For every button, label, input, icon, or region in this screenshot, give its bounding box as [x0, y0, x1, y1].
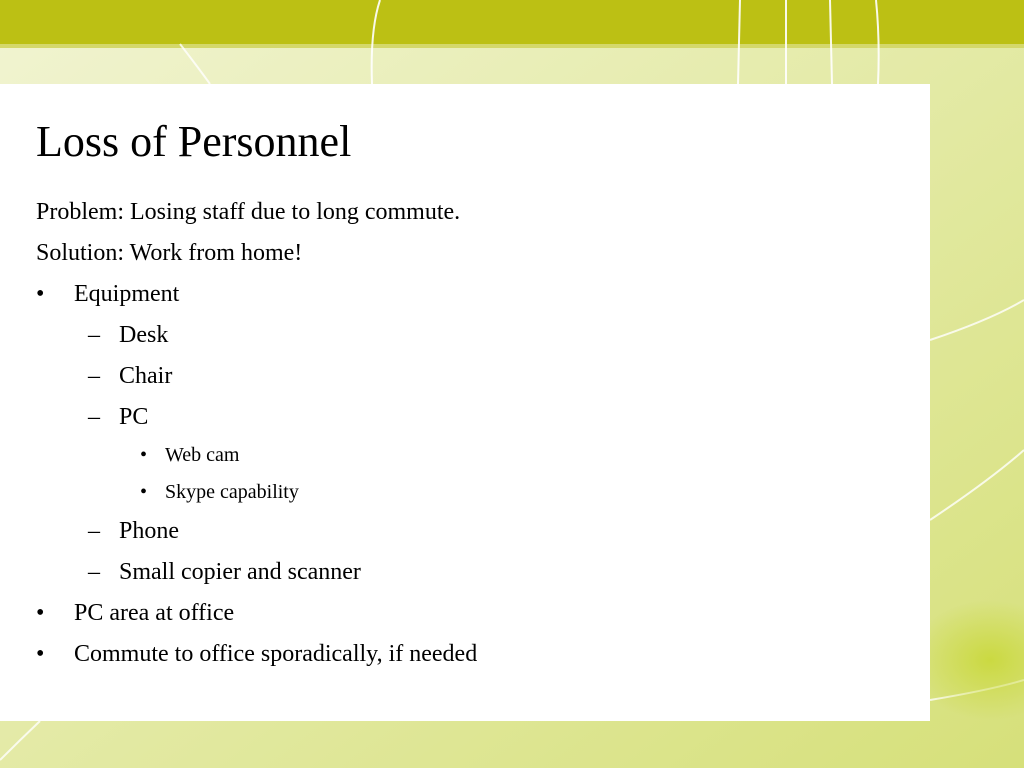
- bullet-commute: • Commute to office sporadically, if needed: [36, 641, 478, 667]
- slide-title: Loss of Personnel: [36, 117, 352, 166]
- bullet-marker: •: [36, 281, 45, 307]
- subsubitem-web-cam: • Web cam: [165, 440, 239, 470]
- bullet-marker: •: [140, 444, 148, 466]
- bullet-marker: •: [36, 641, 45, 667]
- subitem-copier: – Small copier and scanner: [88, 559, 361, 585]
- subitem-chair: – Chair: [88, 363, 173, 389]
- dash-marker: –: [88, 363, 100, 389]
- solution-line: Solution: Work from home!: [36, 240, 303, 266]
- subsubitem-skype: • Skype capability: [165, 477, 299, 507]
- dash-marker: –: [88, 404, 100, 430]
- bullet-equipment: • Equipment: [36, 281, 180, 307]
- bullet-marker: •: [140, 481, 148, 503]
- problem-line: Problem: Losing staff due to long commute.: [36, 199, 461, 225]
- dash-marker: –: [88, 322, 100, 348]
- subitem-phone: – Phone: [88, 518, 179, 544]
- subitem-pc: – PC: [88, 404, 149, 430]
- bullet-pc-area: • PC area at office: [36, 600, 235, 626]
- subitem-desk: – Desk: [88, 322, 169, 348]
- bullet-marker: •: [36, 600, 45, 626]
- top-band: [0, 0, 1024, 44]
- dash-marker: –: [88, 559, 100, 585]
- dash-marker: –: [88, 518, 100, 544]
